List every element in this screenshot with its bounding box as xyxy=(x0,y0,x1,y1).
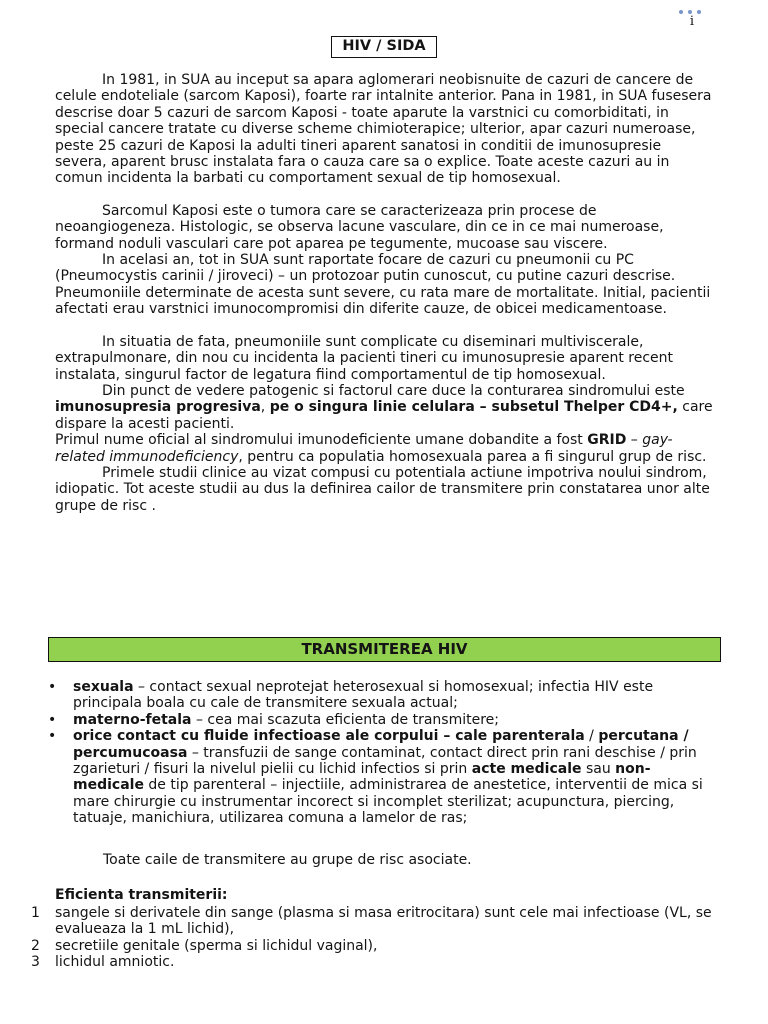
list-number: 2 xyxy=(31,937,40,954)
list-item: • sexuala – contact sexual neprotejat heterosexual si homosexual; infectia HIV este principala boala cu cale de transmitere sexuala actual; xyxy=(48,679,654,712)
list-item: • orice contact cu fluide infectioase ale corpului – cale parenterala / percutana / percumucoasa – transfuzii de sange contaminat, contact direct prin rani deschise / prin zgarieturi / fisuri la nivelul pielii cu lichid infectios si prin acte medicale sau non-medicale de tip parenteral – injectiile, administrarea de anestetice, interventii de mica si mare chirurgie cu instrumentar incorect si incomplet sterilizat; acupunctura, piercing, tatuaje, manichiura, utilizarea comuna a lamelor de ras; xyxy=(48,728,703,827)
transmission-list xyxy=(48,679,718,827)
bullet-icon: • xyxy=(48,679,57,695)
paragraph-1: In 1981, in SUA au inceput sa apara aglomerari neobisnuite de cazuri de cancere de celule endoteliale (sarcom Kaposi), foarte rar intalnite anterior. Pana in 1981, in SUA fusesera descrise doar 5 cazuri de sarcom Kaposi - toate aparute la varstnici cu comorbiditati, in special cancere tratate cu diverse scheme chimioterapice; ulterior, apar cazuri numeroase, peste 25 cazuri de Kaposi la adulti tineri aparent sanatosi in conditii de imunosupresie severa, aparent brusc instalata fara o cauza care sa o explice. Toate aceste cazuri au in comun incidenta la barbati cu comportament sexual de tip homosexual. xyxy=(55,72,712,187)
list-item: 2 secretiile genitale (sperma si lichidul vaginal), xyxy=(31,937,378,954)
bullet-icon: • xyxy=(48,711,57,728)
paragraph-2: Sarcomul Kaposi este o tumora care se caracterizeaza prin procese de neoangiogeneza. Histologic, se observa lacune vasculare, din ce in ce mai numeroase, formand noduli vasculari care pot aparea pe tegumente, mucoase sau viscere. xyxy=(55,202,664,252)
intro-text xyxy=(55,72,715,514)
document-title: HIV / SIDA xyxy=(331,36,437,58)
efficiency-list xyxy=(31,905,715,971)
paragraph-4: In situatia de fata, pneumoniile sunt complicate cu diseminari multiviscerale, extrapulmonare, din nou cu incidenta la pacienti tineri cu imunosupresie aparent recent instalata, singurul factor de legatura fiind comportamentul de tip homosexual. xyxy=(55,333,673,383)
list-number: 1 xyxy=(31,905,40,921)
list-item: 3 lichidul amniotic. xyxy=(31,954,175,971)
page-dots-icon xyxy=(679,10,705,16)
paragraph-7: Primele studii clinice au vizat compusi cu potentiala actiune impotriva noului sindrom, idiopatic. Tot aceste studii au dus la definirea cailor de transmitere prin constatarea unor alte grupe de risc . xyxy=(55,464,710,514)
paragraph-3: In acelasi an, tot in SUA sunt raportate focare de cazuri cu pneumonii cu PC (Pneumocystis carinii / jiroveci) – un protozoar putin cunoscut, cu putine cazuri descrise. Pneumoniile determinate de acesta sunt severe, cu rata mare de mortalitate. Initial, pacientii afectati erau varstnici imunocompromisi din diferite cauze, de obicei medicamentoase. xyxy=(55,252,711,318)
list-number: 3 xyxy=(31,954,40,971)
list-item: • materno-fetala – cea mai scazuta eficienta de transmitere; xyxy=(48,711,499,728)
page-number xyxy=(684,11,700,28)
page-number-label: i xyxy=(689,14,695,29)
paragraph-5: Din punct de vedere patogenic si factorul care duce la conturarea sindromului este imunosupresia progresiva, pe o singura linie celulara – subsetul Thelper CD4+, care dispare la acesti pacienti. xyxy=(55,382,713,432)
paragraph-6: Primul nume oficial al sindromului imunodeficiente umane dobandite a fost GRID – gay-related immunodeficiency, pentru ca populatia homosexuala parea a fi singurul grup de risc. xyxy=(55,432,707,465)
bullet-icon: • xyxy=(48,728,57,745)
list-item: 1 sangele si derivatele din sange (plasma si masa eritrocitara) sunt cele mai infectioase (VL, se evalueaza la 1 mL lichid), xyxy=(31,905,712,938)
section-header-transmission: TRANSMITEREA HIV xyxy=(48,637,721,662)
risk-groups-note: Toate caile de transmitere au grupe de risc asociate. xyxy=(103,852,472,868)
efficiency-heading: Eficienta transmiterii: xyxy=(55,887,228,903)
